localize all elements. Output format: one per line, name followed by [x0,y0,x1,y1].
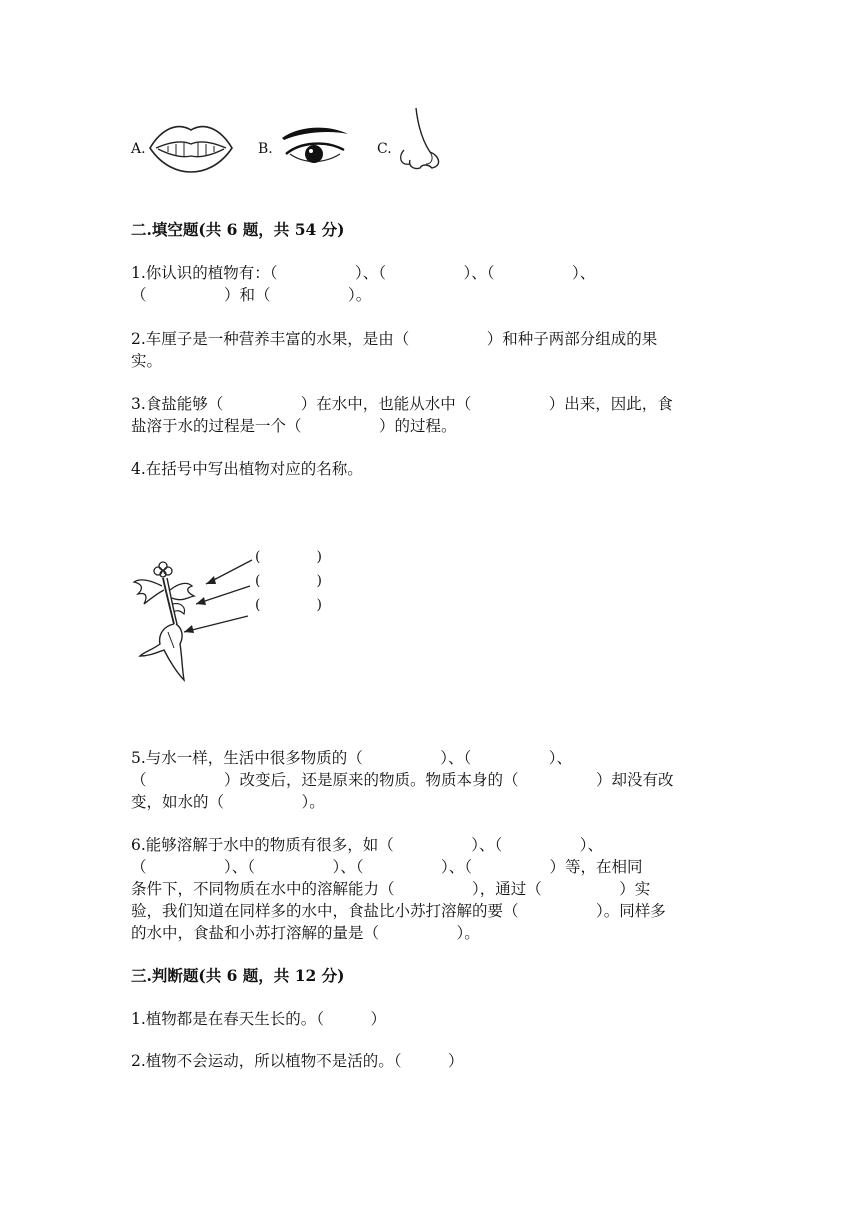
question-1-line-1: 1.你认识的植物有：（ ）、（ ）、（ ）、 [131,264,596,282]
question-1-line-2: （ ）和（ ）。 [131,286,372,304]
question-6-line-5: 的水中，食盐和小苏打溶解的量是（ ）。 [131,924,480,942]
section-title-judge: 三.判断题(共 6 题，共 12 分) [131,966,345,985]
plant-diagram [130,552,260,682]
option-c-letter: C. [377,141,392,157]
question-3-line-2: 盐溶于水的过程是一个（ ）的过程。 [131,417,457,435]
section-title-fill-blank: 二.填空题(共 6 题，共 54 分) [131,220,345,239]
question-2-line-1: 2.车厘子是一种营养丰富的水果，是由（ ）和种子两部分组成的果 [131,330,658,348]
eye-icon [278,124,350,170]
judge-question-2: 2.植物不会运动，所以植物不是活的。（ ） [131,1052,464,1070]
question-2-line-2: 实。 [131,352,163,370]
question-6-line-2: （ ）、（ ）、（ ）、（ ）等，在相同 [131,858,643,876]
question-6-line-1: 6.能够溶解于水中的物质有很多，如（ ）、（ ）、 [131,836,604,854]
plant-blank-1[interactable]: ( ) [255,549,322,565]
question-4-text: 4.在括号中写出植物对应的名称。 [131,460,363,478]
question-6-line-3: 条件下，不同物质在水中的溶解能力（ ），通过（ ）实 [131,880,651,898]
question-3-line-1: 3.食盐能够（ ）在水中，也能从水中（ ）出来，因此，食 [131,395,673,413]
question-5-line-1: 5.与水一样，生活中很多物质的（ ）、（ ）、 [131,749,573,767]
question-5-line-2: （ ）改变后，还是原来的物质。物质本身的（ ）却没有改 [131,771,674,789]
option-a-letter: A. [131,141,146,157]
mouth-icon [148,118,234,174]
judge-question-1: 1.植物都是在春天生长的。（ ） [131,1010,387,1028]
nose-icon [396,106,450,172]
question-5-line-3: 变，如水的（ ）。 [131,793,325,811]
question-6-line-4: 验，我们知道在同样多的水中，食盐比小苏打溶解的要（ ）。同样多 [131,902,666,920]
plant-blank-2[interactable]: ( ) [255,573,322,589]
plant-blank-3[interactable]: ( ) [255,597,322,613]
option-b-letter: B. [258,141,273,157]
